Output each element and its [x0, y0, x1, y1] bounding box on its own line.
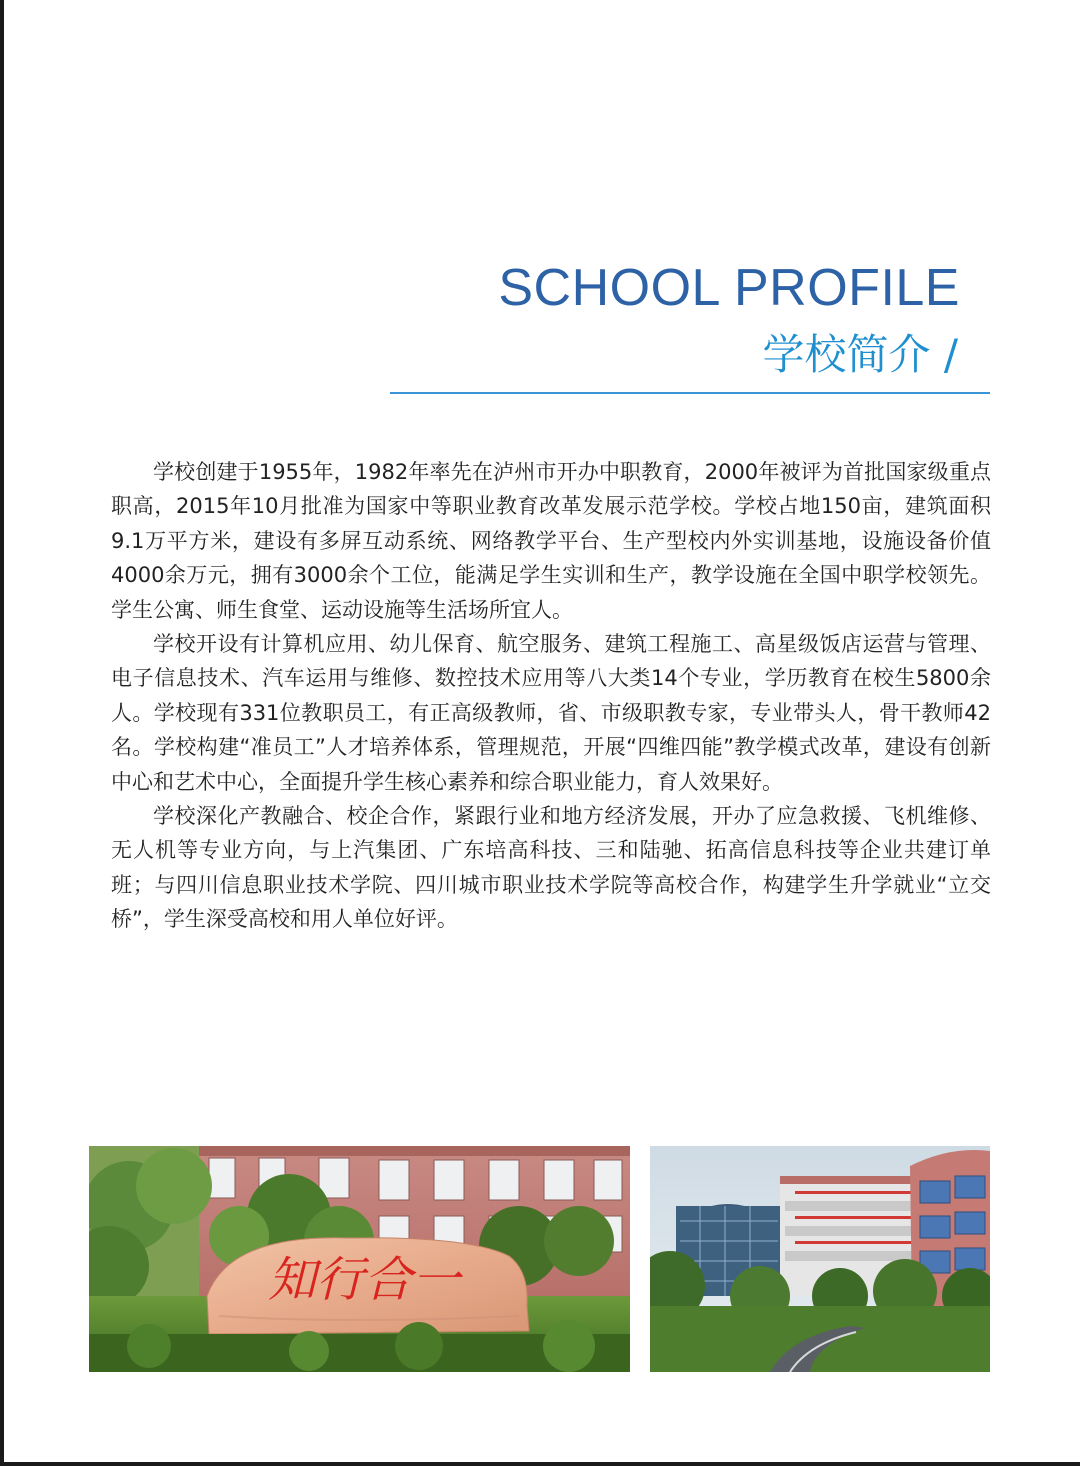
- paragraph-cooperation: 学校深化产教融合、校企合作，紧跟行业和地方经济发展，开办了应急救援、飞机维修、无人机等专业方向，与上汽集团、广东培高科技、三和陆驰、拓高信息科技等企业共建订单班；与四川信息职业技术学院、四川城市职业技术学院等高校合作，构建学生升学就业“立交桥”，学生深受高校和用人单位好评。: [111, 804, 991, 932]
- page-border-left: [0, 0, 4, 1466]
- page-title-english: SCHOOL PROFILE: [498, 259, 960, 317]
- page-border-bottom: [0, 1462, 1080, 1466]
- campus-buildings-photo: [650, 1146, 990, 1372]
- campus-stone-photo: [89, 1146, 630, 1372]
- paragraph-majors: 学校开设有计算机应用、幼儿保育、航空服务、建筑工程施工、高星级饭店运营与管理、电子信息技术、汽车运用与维修、数控技术应用等八大类14个专业，学历教育在校生5800余人。学校现有331位教职员工，有正高级教师，省、市级职教专家，专业带头人，骨干教师42名。学校构建“准员工”人才培养体系，管理规范，开展“四维四能”教学模式改革，建设有创新中心和艺术中心，全面提升学生核心素养和综合职业能力，育人效果好。: [111, 632, 991, 794]
- page-title-chinese: 学校简介 /: [762, 330, 958, 379]
- title-divider: [390, 392, 990, 394]
- stone-inscription: 知行合一: [267, 1252, 461, 1308]
- profile-text: [111, 455, 991, 937]
- paragraph-history: 学校创建于1955年，1982年率先在泸州市开办中职教育，2000年被评为首批国家级重点职高，2015年10月批准为国家中等职业教育改革发展示范学校。学校占地150亩，建筑面积9.1万平方米，建设有多屏互动系统、网络教学平台、生产型校内外实训基地，设施设备价值4000余万元，拥有3000余个工位，能满足学生实训和生产，教学设施在全国中职学校领先。学生公寓、师生食堂、运动设施等生活场所宜人。: [111, 460, 991, 622]
